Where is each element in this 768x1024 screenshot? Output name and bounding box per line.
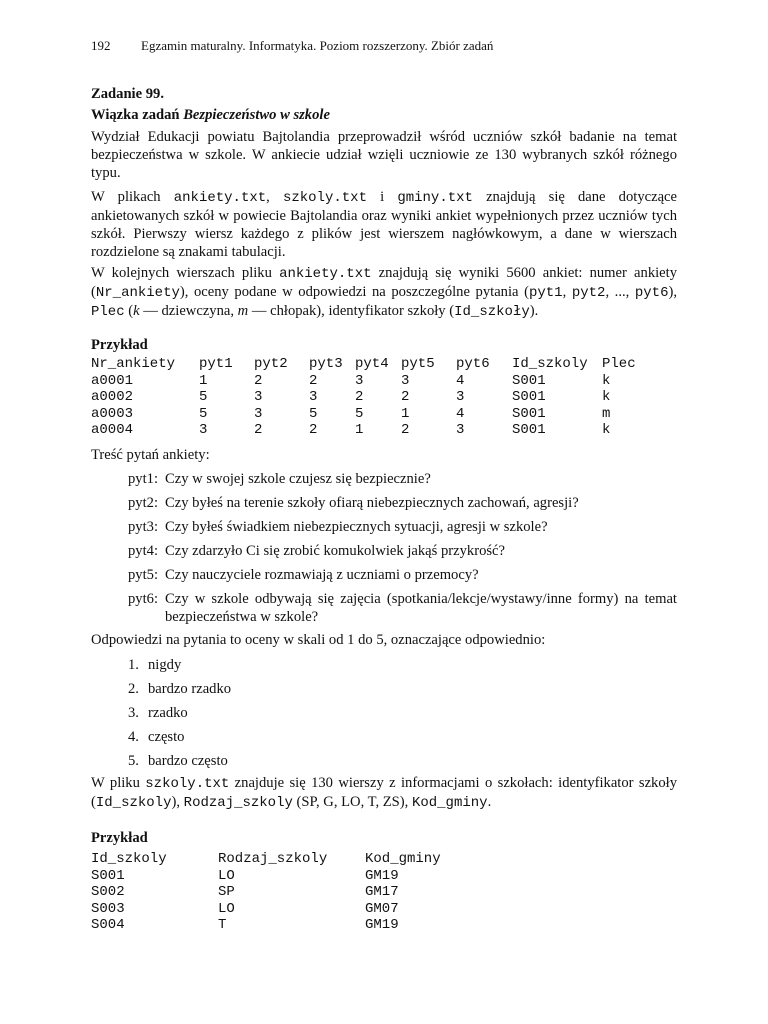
answer-item bbox=[128, 752, 231, 776]
column-header: Nr_ankiety bbox=[91, 356, 176, 372]
question-text: Czy nauczyciele rozmawiają z uczniami o przemocy? bbox=[165, 567, 479, 583]
table-cell: 2 bbox=[309, 372, 318, 389]
table-row bbox=[91, 389, 642, 406]
table-cell: 3 bbox=[254, 405, 263, 422]
table-cell: 5 bbox=[199, 389, 208, 406]
table-row bbox=[91, 884, 465, 901]
question-item bbox=[128, 542, 677, 560]
table-cell: m bbox=[602, 405, 611, 422]
field-nr-ankiety: Nr_ankiety bbox=[95, 285, 180, 301]
table-cell: k bbox=[602, 389, 611, 406]
running-header bbox=[91, 38, 677, 54]
answer-number: 5. bbox=[128, 753, 139, 769]
table-cell: 3 bbox=[401, 372, 410, 389]
filename-szkoly: szkoly.txt bbox=[282, 190, 367, 206]
task-title: Zadanie 99. bbox=[91, 86, 164, 102]
subtitle-topic: Bezpieczeństwo w szkole bbox=[183, 107, 330, 123]
table-cell: S002 bbox=[91, 884, 125, 901]
column-header: Rodzaj_szkoly bbox=[218, 851, 328, 867]
table-cell: GM17 bbox=[365, 884, 399, 901]
text-run: , bbox=[266, 189, 283, 205]
table-cell: 3 bbox=[199, 422, 208, 439]
answers-heading: Odpowiedzi na pytania to oceny w skali od 1 do 5, oznaczające odpowiednio: bbox=[91, 632, 546, 648]
table-cell: a0003 bbox=[91, 405, 134, 422]
question-item bbox=[128, 566, 677, 584]
answer-number: 4. bbox=[128, 729, 139, 745]
column-header: Plec bbox=[602, 356, 636, 372]
field-pyt1: pyt1 bbox=[528, 285, 563, 301]
table-cell: S001 bbox=[512, 422, 546, 439]
text-run: ), bbox=[668, 284, 677, 300]
text-run: ( bbox=[124, 303, 134, 319]
question-item bbox=[128, 518, 677, 536]
question-id: pyt3: bbox=[128, 519, 158, 535]
filename-gminy: gminy.txt bbox=[397, 190, 473, 206]
table-row bbox=[91, 917, 465, 934]
question-item bbox=[128, 590, 677, 626]
question-id: pyt5: bbox=[128, 567, 158, 583]
text-run: W pliku bbox=[91, 775, 146, 791]
ankiety-example-table bbox=[91, 356, 642, 439]
table-row bbox=[91, 373, 642, 390]
text-run: W kolejnych wierszach pliku bbox=[91, 265, 280, 281]
text-run: . bbox=[487, 794, 492, 810]
table-cell: 1 bbox=[199, 372, 208, 389]
table-header-row bbox=[91, 356, 642, 373]
filename-szkoly: szkoly.txt bbox=[145, 776, 230, 792]
question-id: pyt1: bbox=[128, 471, 158, 487]
question-id: pyt2: bbox=[128, 495, 158, 511]
table-cell: GM19 bbox=[365, 867, 399, 884]
table-cell: SP bbox=[218, 884, 235, 901]
table-row bbox=[91, 406, 642, 423]
table-cell: a0004 bbox=[91, 422, 134, 439]
answer-item bbox=[128, 656, 231, 680]
answer-item bbox=[128, 680, 231, 704]
field-id-szkoly: Id_szkoly bbox=[95, 795, 172, 811]
answers-list bbox=[128, 656, 231, 776]
files-paragraph bbox=[91, 188, 677, 261]
table-cell: 5 bbox=[355, 405, 364, 422]
question-item bbox=[128, 494, 677, 512]
table-cell: a0001 bbox=[91, 372, 134, 389]
table-cell: LO bbox=[218, 900, 235, 917]
table-cell: 2 bbox=[254, 372, 263, 389]
questions-heading: Treść pytań ankiety: bbox=[91, 447, 210, 463]
question-text: Czy byłeś na terenie szkoły ofiarą niebezpiecznych zachowań, agresji? bbox=[165, 495, 579, 511]
column-header: Id_szkoly bbox=[91, 851, 167, 867]
szkoly-paragraph bbox=[91, 774, 677, 812]
table-cell: 3 bbox=[456, 422, 465, 439]
szkoly-example-table bbox=[91, 851, 465, 934]
filename-ankiety: ankiety.txt bbox=[279, 266, 372, 282]
question-text: Czy byłeś świadkiem niebezpiecznych sytuacji, agresji w szkole? bbox=[165, 519, 548, 535]
questions-list bbox=[128, 470, 677, 632]
field-pyt2: pyt2 bbox=[571, 285, 606, 301]
answer-number: 1. bbox=[128, 657, 139, 673]
question-text: Czy w szkole odbywają się zajęcia (spotkania/lekcje/wystawy/inne formy) na temat bezpieczeństwa w szkole? bbox=[165, 591, 677, 625]
table-cell: 3 bbox=[456, 389, 465, 406]
table-cell: GM19 bbox=[365, 917, 399, 934]
value-m: m bbox=[237, 303, 249, 319]
filename-ankiety: ankiety.txt bbox=[173, 190, 267, 206]
task-subtitle bbox=[91, 107, 677, 124]
column-header: Kod_gminy bbox=[365, 851, 441, 867]
question-id: pyt4: bbox=[128, 543, 158, 559]
table-cell: k bbox=[602, 422, 611, 439]
ankiety-paragraph bbox=[91, 264, 677, 321]
text-run: — chłopak), identyfikator szkoły ( bbox=[248, 303, 455, 319]
table-cell: S001 bbox=[512, 372, 546, 389]
text-run: , ..., bbox=[605, 284, 635, 300]
text-run: i bbox=[366, 189, 398, 205]
table-cell: 2 bbox=[401, 389, 410, 406]
column-header: Id_szkoly bbox=[512, 356, 588, 372]
table-row bbox=[91, 422, 642, 439]
question-id: pyt6: bbox=[128, 591, 158, 607]
text-run: ), oceny podane w odpowiedzi na poszczególne pytania ( bbox=[179, 284, 529, 300]
column-header: pyt1 bbox=[199, 356, 233, 372]
table-cell: GM07 bbox=[365, 900, 399, 917]
field-kod-gminy: Kod_gminy bbox=[411, 795, 488, 811]
column-header: pyt6 bbox=[456, 356, 490, 372]
table-cell: k bbox=[602, 372, 611, 389]
question-text: Czy w swojej szkole czujesz się bezpiecznie? bbox=[165, 471, 431, 487]
text-run: znajduje się 130 wierszy z informacjami o szkołach: identyfikator szkoły ( bbox=[91, 775, 677, 810]
value-k: k bbox=[133, 303, 140, 319]
table-cell: S001 bbox=[512, 389, 546, 406]
column-header: pyt2 bbox=[254, 356, 288, 372]
answer-item bbox=[128, 728, 231, 752]
table-row bbox=[91, 868, 465, 885]
example-heading-2: Przykład bbox=[91, 830, 148, 846]
answer-text: bardzo często bbox=[148, 753, 228, 769]
table-cell: S003 bbox=[91, 900, 125, 917]
table-cell: 2 bbox=[355, 389, 364, 406]
answer-text: nigdy bbox=[148, 657, 182, 673]
table-cell: T bbox=[218, 917, 227, 934]
table-cell: 4 bbox=[456, 372, 465, 389]
column-header: pyt4 bbox=[355, 356, 389, 372]
field-plec: Plec bbox=[91, 304, 125, 320]
table-cell: LO bbox=[218, 867, 235, 884]
table-cell: S001 bbox=[512, 405, 546, 422]
text-run: — dziewczyna, bbox=[139, 303, 238, 319]
table-cell: 3 bbox=[254, 389, 263, 406]
question-item bbox=[128, 470, 677, 488]
example-heading-1: Przykład bbox=[91, 337, 148, 353]
table-cell: 3 bbox=[309, 389, 318, 406]
question-text: Czy zdarzyło Ci się zrobić komukolwiek jakąś przykrość? bbox=[165, 543, 506, 559]
field-id-szkoly: Id_szkoły bbox=[454, 304, 530, 320]
intro-paragraph: Wydział Edukacji powiatu Bajtolandia przeprowadził wśród uczniów szkół badanie na temat bezpieczeństwa w szkole. W ankiecie udział wzięli uczniowie ze 130 wybranych szkół różnego typu. bbox=[91, 129, 677, 181]
text-run: ), bbox=[171, 794, 184, 810]
answer-number: 2. bbox=[128, 681, 139, 697]
answer-item bbox=[128, 704, 231, 728]
table-cell: 4 bbox=[456, 405, 465, 422]
book-title: Egzamin maturalny. Informatyka. Poziom rozszerzony. Zbiór zadań bbox=[141, 38, 494, 53]
answer-text: bardzo rzadko bbox=[148, 681, 232, 697]
page-number: 192 bbox=[91, 38, 111, 53]
text-run: W plikach bbox=[91, 189, 174, 205]
table-cell: 2 bbox=[401, 422, 410, 439]
text-run: ). bbox=[529, 303, 539, 319]
table-cell: S004 bbox=[91, 917, 125, 934]
text-run: , bbox=[562, 284, 572, 300]
table-cell: a0002 bbox=[91, 389, 134, 406]
table-cell: 5 bbox=[199, 405, 208, 422]
column-header: pyt5 bbox=[401, 356, 435, 372]
table-header-row bbox=[91, 851, 465, 868]
answer-text: rzadko bbox=[148, 705, 188, 721]
table-cell: 1 bbox=[355, 422, 364, 439]
table-cell: 1 bbox=[401, 405, 410, 422]
subtitle-prefix: Wiązka zadań bbox=[91, 107, 184, 123]
table-row bbox=[91, 901, 465, 918]
table-cell: 2 bbox=[254, 422, 263, 439]
text-run: znajdują się dane dotyczące ankietowanych szkół w powiecie Bajtolandia oraz wyniki ankiet wypełnionych przez uczniów tych szkół. Pierwszy wiersz każdego z plików jest wierszem nagłówkowym, a dane w wierszach rozdzielone są znakami tabulacji. bbox=[91, 189, 678, 260]
table-cell: S001 bbox=[91, 867, 125, 884]
column-header: pyt3 bbox=[309, 356, 343, 372]
text-run: (SP, G, LO, T, ZS), bbox=[292, 794, 412, 810]
answer-text: często bbox=[148, 729, 185, 745]
table-cell: 3 bbox=[355, 372, 364, 389]
text-run: znajdują się wyniki 5600 ankiet: numer ankiety ( bbox=[91, 265, 677, 300]
table-cell: 5 bbox=[309, 405, 318, 422]
answer-number: 3. bbox=[128, 705, 139, 721]
field-pyt6: pyt6 bbox=[634, 285, 669, 301]
table-cell: 2 bbox=[309, 422, 318, 439]
field-rodzaj-szkoly: Rodzaj_szkoly bbox=[183, 795, 293, 811]
